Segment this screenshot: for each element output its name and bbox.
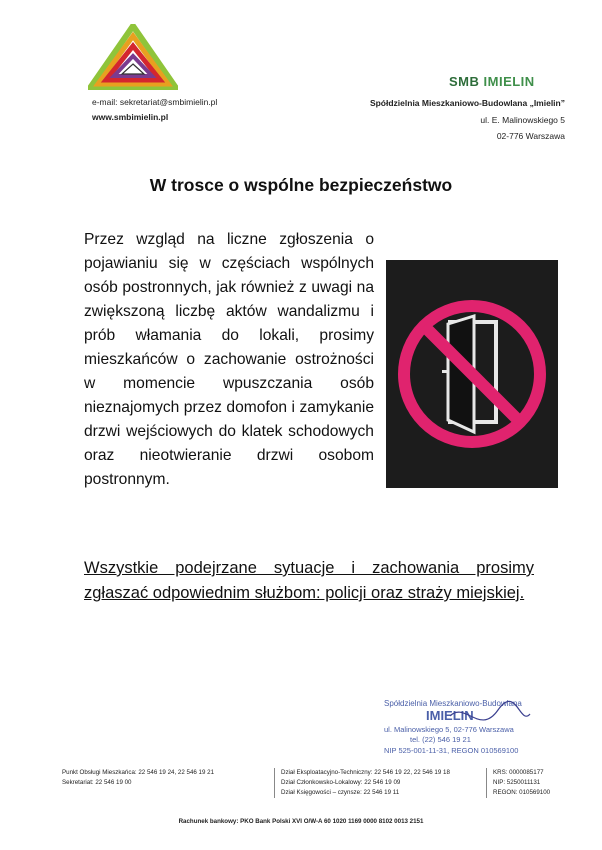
footer-line: REGON: 010569100 bbox=[493, 789, 551, 796]
stamp-line2: IMIELIN bbox=[426, 708, 474, 723]
stamp-line3: ul. Malinowskiego 5, 02-776 Warszawa bbox=[384, 725, 514, 734]
stamp-line1: Spółdzielnia Mieszkaniowo-Budowlana bbox=[384, 699, 522, 708]
brand-logotype bbox=[449, 74, 535, 89]
report-notice-text: Wszystkie podejrzane sytuacje i zachowania prosimy zgłaszać odpowiednim służbom: policji oraz straży miejskiej. bbox=[84, 559, 534, 602]
cooperative-logo bbox=[88, 24, 178, 90]
footer-col-service bbox=[62, 768, 214, 788]
main-paragraph-block bbox=[84, 228, 534, 492]
brand-smb: SMB bbox=[449, 74, 480, 89]
no-entry-door-sign-icon bbox=[386, 260, 558, 488]
footer-line: Dział Eksploatacyjno-Techniczny: 22 546 19 22, 22 546 19 18 bbox=[281, 769, 450, 776]
address-city: 02-776 Warszawa bbox=[496, 131, 565, 141]
cooperative-name: Spółdzielnia Mieszkaniowo-Budowlana „Imielin” bbox=[369, 98, 565, 108]
address-street: ul. E. Malinowskiego 5 bbox=[480, 115, 565, 125]
cooperative-stamp bbox=[380, 696, 540, 760]
page-title: W trosce o wspólne bezpieczeństwo bbox=[149, 175, 453, 195]
report-notice bbox=[84, 556, 534, 606]
contact-email: e-mail: sekretariat@smbimielin.pl bbox=[92, 97, 218, 107]
website-link[interactable]: www.smbimielin.pl bbox=[92, 112, 169, 122]
footer-line: Dział Księgowości – czynsze: 22 546 19 11 bbox=[281, 789, 400, 796]
footer-line: Sekretariat: 22 546 19 00 bbox=[62, 779, 132, 786]
footer-line: KRS: 0000085177 bbox=[493, 769, 544, 776]
bank-account: Rachunek bankowy: PKO Bank Polski XVI O/W-A 60 1020 1169 0000 8102 0013 2151 bbox=[178, 818, 424, 825]
footer-line: Punkt Obsługi Mieszkańca: 22 546 19 24, 22 546 19 21 bbox=[62, 769, 215, 776]
brand-imielin: IMIELIN bbox=[483, 74, 535, 89]
footer-line: Dział Członkowsko-Lokalowy: 22 546 19 09 bbox=[281, 779, 401, 786]
stamp-line4: tel. (22) 546 19 21 bbox=[410, 735, 471, 744]
footer-col-registry bbox=[486, 768, 550, 798]
stamp-line5: NIP 525-001-11-31, REGON 010569100 bbox=[384, 746, 519, 755]
footer-col-departments bbox=[274, 768, 450, 798]
main-paragraph: Przez wzgląd na liczne zgłoszenia o pojawianiu się w częściach wspólnych osób postronnych, jak również z uwagi na zwiększoną liczbę aktów wandalizmu i prób włamania do lokali, prosimy mieszkańców o zachowanie ostrożności w momencie wpuszczania osób nieznajomych przez domofon i zamykanie drzwi wejściowych do klatek schodowych oraz nieotwieranie drzwi osobom postronnym. bbox=[84, 231, 374, 488]
footer-line: NIP: 5250011131 bbox=[493, 779, 541, 786]
